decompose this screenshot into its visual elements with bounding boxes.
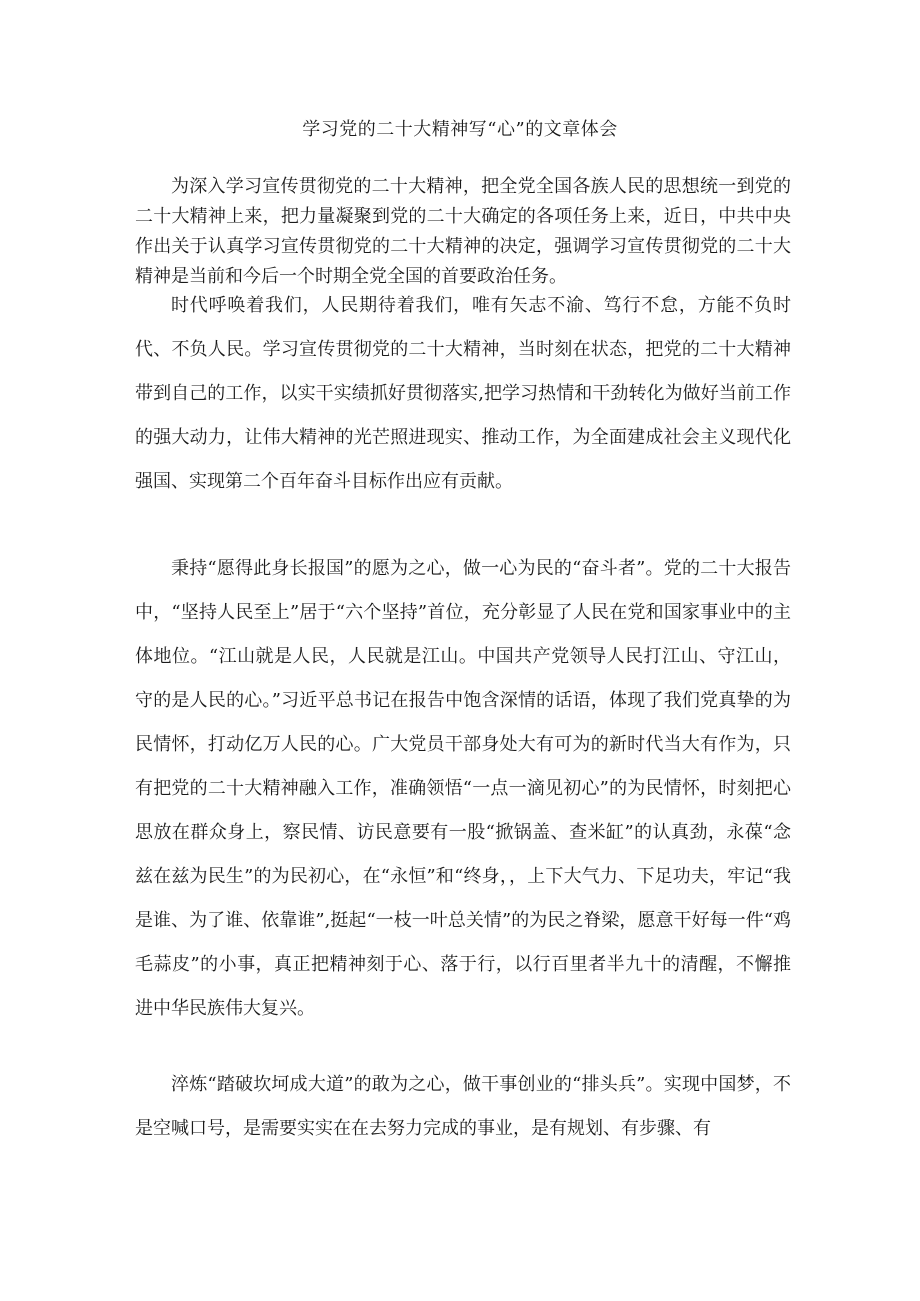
document-title: 学习党的二十大精神写“心”的文章体会	[302, 119, 618, 140]
paragraph-1: 为深入学习宣传贯彻党的二十大精神，把全党全国各族人民的思想统一到党的二十大精神上来，把力量凝聚到党的二十大确定的各项任务上来，近日，中共中央作出关于认真学习宣传贯彻党的二十大精神的决定，强调学习宣传贯彻党的二十大精神是当前和今后一个时期全党全国的首要政治任务。	[135, 176, 791, 287]
paragraph-4: 淬炼“踏破坎坷成大道”的敢为之心，做干事创业的“排头兵”。实现中国梦，不是空喊口号，是需要实实在在去努力完成的事业，是有规划、有步骤、有	[135, 1074, 791, 1139]
paragraph-3: 秉持“愿得此身长报国”的愿为之心，做一心为民的“奋斗者”。党的二十大报告中，“坚持人民至上”居于“六个坚持”首位，充分彰显了人民在党和国家事业中的主体地位。“江山就是人民，人民就是江山。中国共产党领导人民打江山、守江山，守的是人民的心。”习近平总书记在报告中饱含深情的话语，体现了我们党真挚的为民情怀，打动亿万人民的心。广大党员干部身处大有可为的新时代当大有作为，只有把党的二十大精神融入工作，准确领悟“一点一滴见初心”的为民情怀，时刻把心思放在群众身上，察民情、访民意要有一股“掀锅盖、查米缸”的认真劲，永葆“念兹在兹为民生”的为民初心，在“永恒”和“终身，，上下大气力、下足功夫，牢记“我是谁、为了谁、依靠谁”,挺起“一枝一叶总关情”的为民之脊梁，愿意干好每一件“鸡毛蒜皮”的小事，真正把精神刻于心、落于行，以行百里者半九十的清醒，不懈推进中华民族伟大复兴。	[135, 558, 791, 1019]
paragraph-2: 时代呼唤着我们，人民期待着我们，唯有矢志不渝、笃行不怠，方能不负时代、不负人民。学习宣传贯彻党的二十大精神，当时刻在状态，把党的二十大精神带到自己的工作，以实干实绩抓好贯彻落实,把学习热情和干劲转化为做好当前工作的强大动力，让伟大精神的光芒照进现实、推动工作，为全面建成社会主义现代化强国、实现第二个百年奋斗目标作出应有贡献。	[135, 295, 791, 492]
